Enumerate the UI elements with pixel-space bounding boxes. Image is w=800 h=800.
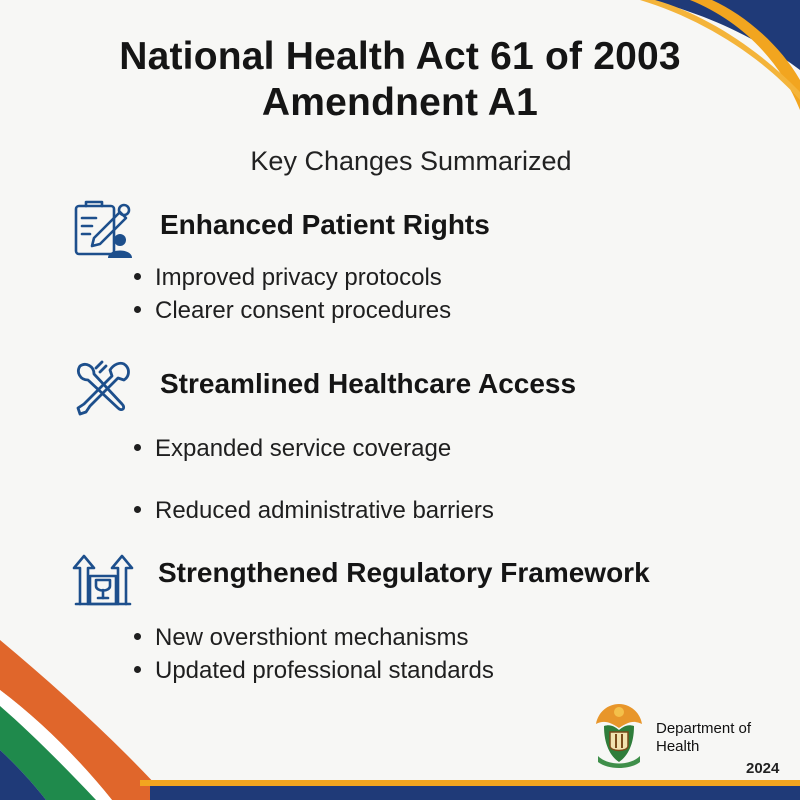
bullet-dot — [134, 666, 141, 673]
bullet-item — [134, 264, 442, 292]
bullet-item — [134, 624, 468, 652]
regulatory-building-icon — [72, 546, 134, 608]
crossed-tools-icon — [72, 358, 134, 420]
bullet-text: New oversthiont mechanisms — [155, 624, 469, 651]
bullet-item — [134, 657, 494, 685]
department-name — [656, 720, 776, 756]
section-heading-regulatory-framework: Strengthened Regulatory Framework — [158, 557, 650, 588]
bullet-text: Clearer consent procedures — [155, 297, 452, 324]
bullet-item — [134, 497, 494, 525]
bullet-dot — [134, 273, 141, 280]
section-heading-healthcare-access: Streamlined Healthcare Access — [160, 368, 577, 399]
year-label: 2024 — [746, 760, 780, 777]
title-line-2: Amendnent A1 — [261, 81, 539, 124]
bullet-text: Updated professional standards — [155, 657, 494, 684]
title-line-1: National Health Act 61 of 2003 — [119, 35, 681, 78]
page-subtitle: Key Changes Summarized — [250, 146, 572, 176]
bullet-dot — [134, 506, 141, 513]
section-heading-patient-rights: Enhanced Patient Rights — [160, 209, 490, 240]
patient-document-icon — [72, 198, 134, 260]
department-name-line-2: Health — [656, 738, 700, 755]
coat-of-arms-icon — [590, 700, 648, 772]
page-title — [0, 34, 800, 126]
bullet-dot — [134, 444, 141, 451]
bullet-text: Expanded service coverage — [155, 435, 452, 462]
bullet-item — [134, 297, 451, 325]
department-name-line-1: Department of — [656, 720, 752, 737]
bullet-dot — [134, 306, 141, 313]
bullet-text: Improved privacy protocols — [155, 264, 442, 291]
bullet-dot — [134, 633, 141, 640]
bullet-text: Reduced administrative barriers — [155, 497, 494, 524]
bullet-item — [134, 435, 451, 463]
